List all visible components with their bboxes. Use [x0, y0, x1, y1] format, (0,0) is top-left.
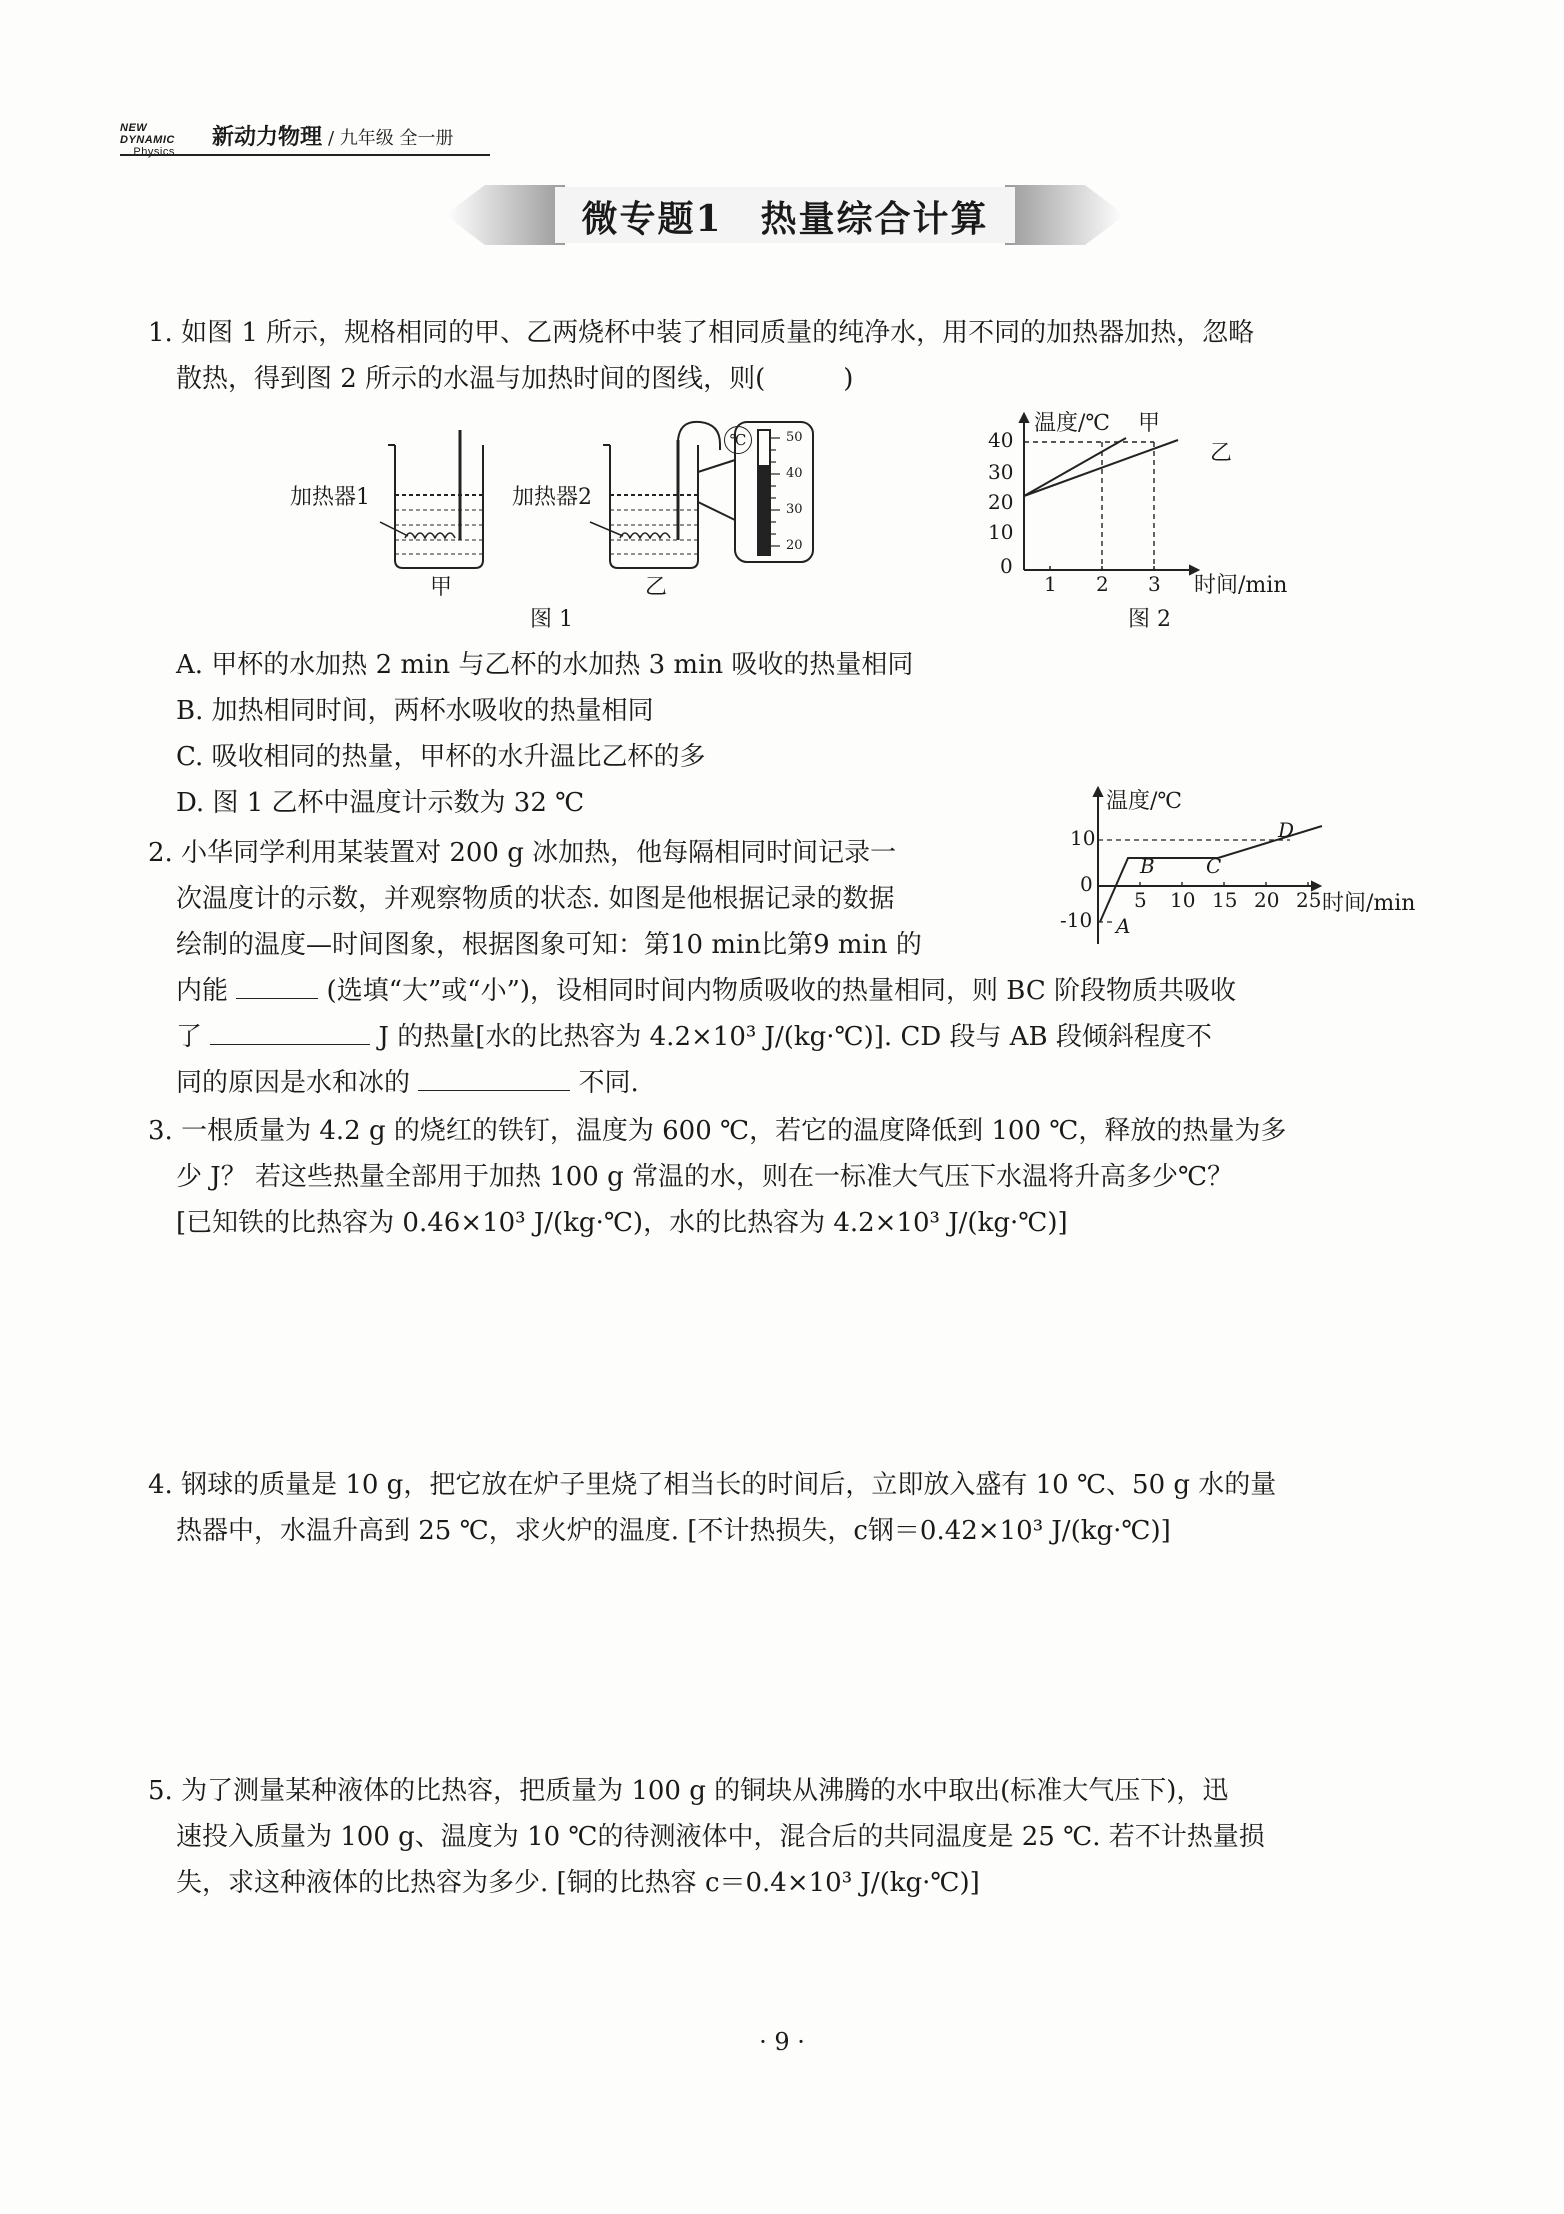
figure-2-caption: 图 2	[1128, 607, 1171, 632]
q2-line2: 次温度计的示数，并观察物质的状态. 如图是他根据记录的数据	[176, 884, 895, 914]
q1-option-b: B. 加热相同时间，两杯水吸收的热量相同	[176, 696, 654, 726]
q2-line5	[176, 1014, 1212, 1060]
q2-blank-internal-energy[interactable]	[236, 970, 318, 999]
figure-1-caption: 图 1	[530, 607, 573, 632]
fig2-ytick-30: 30	[988, 460, 1014, 484]
q2-line4	[176, 968, 1236, 1014]
line-jia	[1024, 438, 1126, 496]
beaker-jia-label: 甲	[430, 575, 453, 600]
grade-label: / 九年级 全一册	[328, 128, 454, 149]
q2-line4-end: (选填“大”或“小”)，设相同时间内物质吸收的热量相同，则 BC 阶段物质共吸收	[326, 976, 1237, 1006]
q4-line2: 热器中，水温升高到 25 ℃，求火炉的温度. [不计热损失，c钢＝0.42×10³ J/(kg·℃)]	[176, 1516, 1171, 1546]
q2-line6	[176, 1060, 639, 1106]
fig2-y-label: 温度/℃	[1034, 411, 1111, 436]
q2-line5-start: 了	[176, 1022, 203, 1052]
fig2-ytick-0: 0	[1000, 554, 1013, 578]
q2-point-c: C	[1206, 854, 1222, 878]
scale-20: 20	[786, 538, 803, 553]
fig2-xtick-2: 2	[1096, 572, 1109, 596]
heater-1-label: 加热器1	[290, 485, 370, 510]
fig2-ytick-20: 20	[988, 490, 1014, 514]
fig2-series-jia: 甲	[1138, 411, 1161, 436]
q2-line3: 绘制的温度—时间图象，根据图象可知：第10 min比第9 min 的	[176, 930, 922, 960]
q2-blank-property[interactable]	[418, 1062, 570, 1091]
q1-stem-line2: 散热，得到图 2 所示的水温与加热时间的图线，则( )	[176, 364, 854, 394]
fig2-ytick-40: 40	[988, 428, 1014, 452]
q4-line1: 4. 钢球的质量是 10 g，把它放在炉子里烧了相当长的时间后，立即放入盛有 10 ℃、50 g 水的量	[148, 1470, 1277, 1500]
q2-point-a: A	[1116, 914, 1131, 938]
q3-line1: 3. 一根质量为 4.2 g 的烧红的铁钉，温度为 600 ℃，若它的温度降低到 100 ℃，释放的热量为多	[148, 1116, 1287, 1146]
header-rule	[120, 154, 490, 156]
line-yi	[1024, 440, 1178, 496]
q2-ytick-10: 10	[1070, 826, 1096, 850]
q2-ytick-0: 0	[1080, 872, 1093, 896]
scale-50: 50	[786, 430, 803, 445]
fig2-ytick-10: 10	[988, 520, 1014, 544]
page-number: · 9 ·	[759, 2028, 805, 2056]
fig2-series-yi: 乙	[1210, 441, 1233, 466]
fig2-xtick-1: 1	[1044, 572, 1057, 596]
q5-line3: 失，求这种液体的比热容为多少. [铜的比热容 c＝0.4×10³ J/(kg·℃)]	[176, 1868, 980, 1898]
q5-line2: 速投入质量为 100 g、温度为 10 ℃的待测液体中，混合后的共同温度是 25 ℃. 若不计热量损	[176, 1822, 1265, 1852]
q2-xtick-5: 5	[1134, 888, 1147, 912]
q1-option-c: C. 吸收相同的热量，甲杯的水升温比乙杯的多	[176, 742, 706, 772]
q2-xtick-10: 10	[1170, 888, 1196, 912]
q2-xtick-20: 20	[1254, 888, 1280, 912]
fig2-xtick-3: 3	[1148, 572, 1161, 596]
q2-point-b: B	[1140, 854, 1155, 878]
beaker-yi-label: 乙	[645, 575, 668, 600]
scale-40: 40	[786, 466, 803, 481]
q2-line1: 2. 小华同学利用某装置对 200 g 冰加热，他每隔相同时间记录一	[148, 838, 897, 868]
q2-line6-end: 不同.	[578, 1068, 639, 1098]
q2-xtick-25: 25	[1296, 888, 1322, 912]
q1-stem-line1: 1. 如图 1 所示，规格相同的甲、乙两烧杯中装了相同质量的纯净水，用不同的加热器加热，忽略	[148, 318, 1255, 348]
q2-graph	[1060, 784, 1480, 954]
fig2-x-label: 时间/min	[1194, 573, 1288, 598]
q2-point-d: D	[1278, 818, 1295, 842]
section-title: 微专题1 热量综合计算	[581, 198, 989, 240]
q3-line3: [已知铁的比热容为 0.46×10³ J/(kg·℃)，水的比热容为 4.2×10³ J/(kg·℃)]	[176, 1208, 1068, 1238]
q2-blank-heat[interactable]	[210, 1016, 370, 1045]
figure-2	[980, 400, 1340, 640]
q2-line5-end: J 的热量[水的比热容为 4.2×10³ J/(kg·℃)]. CD 段与 AB 段倾斜程度不	[378, 1022, 1212, 1052]
section-title-band	[445, 185, 1125, 245]
brand-english: NEW DYNAMIC Physics	[120, 122, 175, 158]
q5-line1: 5. 为了测量某种液体的比热容，把质量为 100 g 的铜块从沸腾的水中取出(标准大气压下)，迅	[148, 1776, 1229, 1806]
q1-option-a: A. 甲杯的水加热 2 min 与乙杯的水加热 3 min 吸收的热量相同	[176, 650, 914, 680]
brand-title: 新动力物理	[212, 124, 323, 150]
thermometer-unit-badge: ℃	[724, 426, 752, 454]
scale-30: 30	[786, 502, 803, 517]
heater-2-label: 加热器2	[512, 485, 592, 510]
q2-xtick-15: 15	[1212, 888, 1238, 912]
q3-line2: 少 J？ 若这些热量全部用于加热 100 g 常温的水，则在一标准大气压下水温将升高多少℃？	[176, 1162, 1234, 1192]
q2-line6-start: 同的原因是水和冰的	[176, 1068, 411, 1098]
q2-ytick-neg10: -10	[1060, 908, 1093, 932]
q2-line4-start: 内能	[176, 976, 229, 1006]
figure-1	[280, 410, 840, 640]
q2-y-label: 温度/℃	[1106, 789, 1183, 814]
q2-x-label: 时间/min	[1322, 891, 1416, 916]
q1-option-d: D. 图 1 乙杯中温度计示数为 32 ℃	[176, 788, 585, 818]
